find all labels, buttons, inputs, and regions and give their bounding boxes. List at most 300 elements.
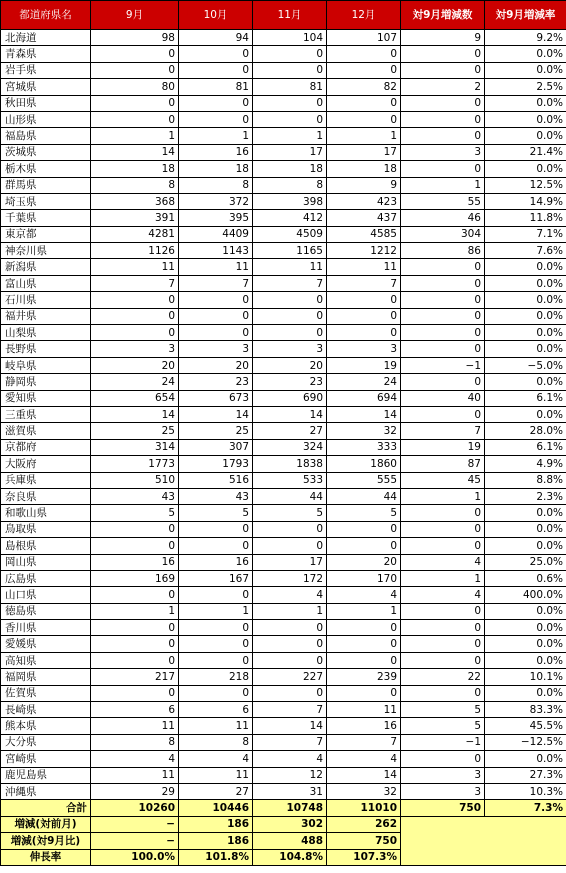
cell-prefecture: 大阪府 xyxy=(1,456,91,472)
cell-change-count: 40 xyxy=(401,390,485,406)
cell-dec: 3 xyxy=(327,341,401,357)
table-row xyxy=(1,751,566,767)
table-row xyxy=(1,161,566,177)
cell-change-count: 46 xyxy=(401,210,485,226)
cell-nov: 17 xyxy=(253,144,327,160)
cell-oct: 395 xyxy=(179,210,253,226)
cell-prefecture: 群馬県 xyxy=(1,177,91,193)
cell-change-count: 304 xyxy=(401,226,485,242)
cell-dec: 0 xyxy=(327,111,401,127)
cell-oct: 0 xyxy=(179,111,253,127)
cell-sep: 654 xyxy=(91,390,179,406)
change-prev-row xyxy=(1,816,566,832)
cell-change-count: 0 xyxy=(401,652,485,668)
cell-nov: 0 xyxy=(253,46,327,62)
cell-oct: 4409 xyxy=(179,226,253,242)
cell-change-count: 4 xyxy=(401,554,485,570)
cell-change-rate: 0.0% xyxy=(485,325,566,341)
cell-prefecture: 香川県 xyxy=(1,620,91,636)
cell-nov: 533 xyxy=(253,472,327,488)
cell-prefecture: 石川県 xyxy=(1,292,91,308)
cell-change-count: 0 xyxy=(401,603,485,619)
cell-prefecture: 岐阜県 xyxy=(1,357,91,373)
cell-dec: 437 xyxy=(327,210,401,226)
cell-oct: 16 xyxy=(179,554,253,570)
cell-dec: 24 xyxy=(327,374,401,390)
cell-change-rate: 6.1% xyxy=(485,439,566,455)
cell-sep: 0 xyxy=(91,620,179,636)
cell-prefecture: 青森県 xyxy=(1,46,91,62)
table-row xyxy=(1,30,566,46)
cell-change-rate: 10.1% xyxy=(485,669,566,685)
cell-change-rate: 0.0% xyxy=(485,259,566,275)
cell-change-count: 0 xyxy=(401,62,485,78)
cell-change-count: 22 xyxy=(401,669,485,685)
cell-dec: 4 xyxy=(327,751,401,767)
header-row xyxy=(1,1,566,30)
total-change-rate: 7.3% xyxy=(485,800,566,816)
cell-dec: 82 xyxy=(327,79,401,95)
cell-dec: 11 xyxy=(327,259,401,275)
cell-change-rate: −5.0% xyxy=(485,357,566,373)
cell-sep: 1 xyxy=(91,128,179,144)
cell-change-rate: 12.5% xyxy=(485,177,566,193)
cell-oct: 20 xyxy=(179,357,253,373)
cell-dec: 17 xyxy=(327,144,401,160)
cell-sep: 0 xyxy=(91,587,179,603)
cell-oct: 27 xyxy=(179,783,253,799)
cell-change-rate: 0.0% xyxy=(485,751,566,767)
cell-nov: 4509 xyxy=(253,226,327,242)
growth-nov: 104.8% xyxy=(253,849,327,865)
cell-change-count: 0 xyxy=(401,308,485,324)
cell-sep: 18 xyxy=(91,161,179,177)
cell-dec: 0 xyxy=(327,292,401,308)
change-sep-nov: 488 xyxy=(253,833,327,849)
table-row xyxy=(1,685,566,701)
cell-prefecture: 島根県 xyxy=(1,538,91,554)
cell-dec: 1 xyxy=(327,603,401,619)
cell-change-count: 0 xyxy=(401,259,485,275)
cell-prefecture: 熊本県 xyxy=(1,718,91,734)
cell-change-count: 86 xyxy=(401,243,485,259)
cell-prefecture: 徳島県 xyxy=(1,603,91,619)
cell-sep: 368 xyxy=(91,193,179,209)
cell-prefecture: 福岡県 xyxy=(1,669,91,685)
cell-change-rate: 4.9% xyxy=(485,456,566,472)
cell-sep: 0 xyxy=(91,538,179,554)
cell-prefecture: 福島県 xyxy=(1,128,91,144)
cell-sep: 217 xyxy=(91,669,179,685)
table-header xyxy=(1,1,566,30)
cell-change-rate: 0.0% xyxy=(485,685,566,701)
cell-sep: 14 xyxy=(91,144,179,160)
cell-oct: 6 xyxy=(179,702,253,718)
cell-oct: 3 xyxy=(179,341,253,357)
cell-oct: 0 xyxy=(179,652,253,668)
cell-oct: 14 xyxy=(179,406,253,422)
cell-sep: 4 xyxy=(91,751,179,767)
cell-change-count: 0 xyxy=(401,751,485,767)
cell-change-rate: 7.6% xyxy=(485,243,566,259)
cell-oct: 0 xyxy=(179,325,253,341)
cell-change-rate: 400.0% xyxy=(485,587,566,603)
cell-change-count: 0 xyxy=(401,505,485,521)
cell-change-count: 4 xyxy=(401,587,485,603)
total-oct: 10446 xyxy=(179,800,253,816)
cell-nov: 4 xyxy=(253,587,327,603)
cell-dec: 0 xyxy=(327,685,401,701)
cell-change-count: 0 xyxy=(401,128,485,144)
table-row xyxy=(1,259,566,275)
cell-change-count: −1 xyxy=(401,357,485,373)
cell-change-count: 55 xyxy=(401,193,485,209)
cell-dec: 7 xyxy=(327,275,401,291)
cell-change-count: 7 xyxy=(401,423,485,439)
header-sep: 9月 xyxy=(91,1,179,30)
cell-nov: 23 xyxy=(253,374,327,390)
cell-nov: 0 xyxy=(253,292,327,308)
cell-change-rate: −12.5% xyxy=(485,734,566,750)
cell-prefecture: 岡山県 xyxy=(1,554,91,570)
cell-change-count: 3 xyxy=(401,767,485,783)
cell-nov: 227 xyxy=(253,669,327,685)
table-row xyxy=(1,374,566,390)
table-row xyxy=(1,439,566,455)
cell-change-rate: 0.0% xyxy=(485,292,566,308)
cell-dec: 1860 xyxy=(327,456,401,472)
cell-dec: 0 xyxy=(327,95,401,111)
cell-change-count: 45 xyxy=(401,472,485,488)
cell-dec: 0 xyxy=(327,325,401,341)
cell-nov: 104 xyxy=(253,30,327,46)
cell-dec: 0 xyxy=(327,636,401,652)
table-row xyxy=(1,636,566,652)
cell-prefecture: 神奈川県 xyxy=(1,243,91,259)
cell-oct: 0 xyxy=(179,95,253,111)
cell-prefecture: 千葉県 xyxy=(1,210,91,226)
cell-dec: 0 xyxy=(327,308,401,324)
cell-oct: 5 xyxy=(179,505,253,521)
cell-sep: 11 xyxy=(91,259,179,275)
cell-change-rate: 0.0% xyxy=(485,636,566,652)
table-row xyxy=(1,210,566,226)
cell-oct: 81 xyxy=(179,79,253,95)
cell-prefecture: 宮崎県 xyxy=(1,751,91,767)
cell-change-rate: 10.3% xyxy=(485,783,566,799)
cell-nov: 17 xyxy=(253,554,327,570)
cell-nov: 8 xyxy=(253,177,327,193)
cell-nov: 27 xyxy=(253,423,327,439)
table-row xyxy=(1,341,566,357)
total-change-count: 750 xyxy=(401,800,485,816)
cell-nov: 11 xyxy=(253,259,327,275)
header-change-count: 対9月増減数 xyxy=(401,1,485,30)
cell-nov: 0 xyxy=(253,636,327,652)
cell-dec: 32 xyxy=(327,783,401,799)
cell-sep: 0 xyxy=(91,652,179,668)
cell-sep: 20 xyxy=(91,357,179,373)
cell-nov: 0 xyxy=(253,308,327,324)
cell-change-rate: 0.0% xyxy=(485,111,566,127)
cell-sep: 43 xyxy=(91,488,179,504)
cell-change-count: 0 xyxy=(401,292,485,308)
cell-dec: 1212 xyxy=(327,243,401,259)
table-row xyxy=(1,390,566,406)
cell-oct: 0 xyxy=(179,521,253,537)
cell-change-count: 0 xyxy=(401,275,485,291)
cell-sep: 1773 xyxy=(91,456,179,472)
cell-dec: 333 xyxy=(327,439,401,455)
cell-oct: 1793 xyxy=(179,456,253,472)
cell-sep: 80 xyxy=(91,79,179,95)
cell-sep: 0 xyxy=(91,308,179,324)
cell-oct: 94 xyxy=(179,30,253,46)
cell-nov: 1838 xyxy=(253,456,327,472)
cell-prefecture: 静岡県 xyxy=(1,374,91,390)
cell-nov: 324 xyxy=(253,439,327,455)
total-row xyxy=(1,800,566,816)
cell-sep: 314 xyxy=(91,439,179,455)
cell-change-rate: 7.1% xyxy=(485,226,566,242)
cell-nov: 14 xyxy=(253,406,327,422)
table-row xyxy=(1,767,566,783)
header-prefecture: 都道府県名 xyxy=(1,1,91,30)
table-row xyxy=(1,308,566,324)
cell-prefecture: 福井県 xyxy=(1,308,91,324)
cell-prefecture: 沖縄県 xyxy=(1,783,91,799)
cell-sep: 0 xyxy=(91,111,179,127)
cell-change-count: 0 xyxy=(401,111,485,127)
cell-change-rate: 0.0% xyxy=(485,46,566,62)
cell-sep: 0 xyxy=(91,636,179,652)
footer-blank xyxy=(401,816,566,865)
cell-sep: 0 xyxy=(91,62,179,78)
cell-dec: 0 xyxy=(327,521,401,537)
cell-change-rate: 9.2% xyxy=(485,30,566,46)
cell-dec: 18 xyxy=(327,161,401,177)
cell-change-rate: 2.3% xyxy=(485,488,566,504)
cell-sep: 8 xyxy=(91,177,179,193)
cell-prefecture: 奈良県 xyxy=(1,488,91,504)
cell-change-rate: 27.3% xyxy=(485,767,566,783)
cell-nov: 0 xyxy=(253,620,327,636)
cell-prefecture: 長崎県 xyxy=(1,702,91,718)
table-row xyxy=(1,357,566,373)
cell-oct: 372 xyxy=(179,193,253,209)
table-row xyxy=(1,505,566,521)
cell-oct: 25 xyxy=(179,423,253,439)
cell-sep: 98 xyxy=(91,30,179,46)
cell-sep: 1 xyxy=(91,603,179,619)
cell-change-count: −1 xyxy=(401,734,485,750)
cell-change-rate: 0.6% xyxy=(485,570,566,586)
cell-change-count: 0 xyxy=(401,95,485,111)
cell-dec: 1 xyxy=(327,128,401,144)
cell-oct: 0 xyxy=(179,685,253,701)
table-row xyxy=(1,62,566,78)
cell-dec: 423 xyxy=(327,193,401,209)
cell-change-rate: 0.0% xyxy=(485,275,566,291)
cell-change-count: 5 xyxy=(401,718,485,734)
table-row xyxy=(1,95,566,111)
change-prev-nov: 302 xyxy=(253,816,327,832)
cell-prefecture: 宮城県 xyxy=(1,79,91,95)
cell-prefecture: 富山県 xyxy=(1,275,91,291)
cell-oct: 516 xyxy=(179,472,253,488)
table-row xyxy=(1,521,566,537)
cell-sep: 0 xyxy=(91,521,179,537)
growth-sep: 100.0% xyxy=(91,849,179,865)
cell-oct: 7 xyxy=(179,275,253,291)
cell-prefecture: 広島県 xyxy=(1,570,91,586)
cell-prefecture: 岩手県 xyxy=(1,62,91,78)
cell-change-count: 0 xyxy=(401,46,485,62)
cell-change-count: 0 xyxy=(401,685,485,701)
cell-change-rate: 0.0% xyxy=(485,406,566,422)
cell-change-rate: 0.0% xyxy=(485,652,566,668)
cell-dec: 5 xyxy=(327,505,401,521)
cell-prefecture: 京都府 xyxy=(1,439,91,455)
cell-nov: 7 xyxy=(253,702,327,718)
cell-prefecture: 愛媛県 xyxy=(1,636,91,652)
header-change-rate: 対9月増減率 xyxy=(485,1,566,30)
cell-sep: 169 xyxy=(91,570,179,586)
cell-dec: 107 xyxy=(327,30,401,46)
cell-sep: 0 xyxy=(91,95,179,111)
table-row xyxy=(1,406,566,422)
cell-change-rate: 0.0% xyxy=(485,161,566,177)
cell-nov: 7 xyxy=(253,275,327,291)
change-prev-sep: − xyxy=(91,816,179,832)
cell-sep: 1126 xyxy=(91,243,179,259)
cell-nov: 0 xyxy=(253,538,327,554)
table-row xyxy=(1,79,566,95)
cell-oct: 11 xyxy=(179,259,253,275)
cell-change-count: 1 xyxy=(401,177,485,193)
cell-nov: 1 xyxy=(253,603,327,619)
cell-prefecture: 鹿児島県 xyxy=(1,767,91,783)
cell-sep: 11 xyxy=(91,718,179,734)
table-row xyxy=(1,718,566,734)
table-footer xyxy=(1,800,566,866)
cell-dec: 0 xyxy=(327,538,401,554)
cell-oct: 1 xyxy=(179,603,253,619)
cell-change-count: 0 xyxy=(401,341,485,357)
cell-nov: 0 xyxy=(253,111,327,127)
cell-nov: 0 xyxy=(253,685,327,701)
table-row xyxy=(1,669,566,685)
cell-sep: 25 xyxy=(91,423,179,439)
cell-dec: 16 xyxy=(327,718,401,734)
total-dec: 11010 xyxy=(327,800,401,816)
cell-change-rate: 0.0% xyxy=(485,341,566,357)
cell-oct: 18 xyxy=(179,161,253,177)
cell-dec: 19 xyxy=(327,357,401,373)
cell-prefecture: 秋田県 xyxy=(1,95,91,111)
cell-change-rate: 0.0% xyxy=(485,521,566,537)
cell-change-rate: 21.4% xyxy=(485,144,566,160)
cell-dec: 170 xyxy=(327,570,401,586)
cell-sep: 11 xyxy=(91,767,179,783)
cell-oct: 4 xyxy=(179,751,253,767)
table-row xyxy=(1,702,566,718)
change-sep-oct: 186 xyxy=(179,833,253,849)
cell-oct: 43 xyxy=(179,488,253,504)
header-nov: 11月 xyxy=(253,1,327,30)
cell-dec: 555 xyxy=(327,472,401,488)
header-oct: 10月 xyxy=(179,1,253,30)
table-row xyxy=(1,652,566,668)
cell-change-count: 5 xyxy=(401,702,485,718)
cell-nov: 14 xyxy=(253,718,327,734)
cell-nov: 5 xyxy=(253,505,327,521)
cell-change-count: 2 xyxy=(401,79,485,95)
cell-change-rate: 45.5% xyxy=(485,718,566,734)
cell-prefecture: 長野県 xyxy=(1,341,91,357)
table-row xyxy=(1,226,566,242)
cell-change-count: 0 xyxy=(401,325,485,341)
cell-dec: 0 xyxy=(327,652,401,668)
cell-sep: 391 xyxy=(91,210,179,226)
cell-oct: 167 xyxy=(179,570,253,586)
cell-oct: 0 xyxy=(179,308,253,324)
cell-nov: 12 xyxy=(253,767,327,783)
growth-label: 伸長率 xyxy=(1,849,91,865)
cell-nov: 0 xyxy=(253,62,327,78)
cell-dec: 0 xyxy=(327,620,401,636)
table-row xyxy=(1,620,566,636)
change-prev-dec: 262 xyxy=(327,816,401,832)
total-label: 合計 xyxy=(1,800,91,816)
growth-oct: 101.8% xyxy=(179,849,253,865)
cell-nov: 0 xyxy=(253,521,327,537)
cell-nov: 1 xyxy=(253,128,327,144)
cell-prefecture: 三重県 xyxy=(1,406,91,422)
cell-change-count: 3 xyxy=(401,783,485,799)
cell-oct: 0 xyxy=(179,292,253,308)
cell-nov: 0 xyxy=(253,325,327,341)
cell-sep: 0 xyxy=(91,685,179,701)
cell-prefecture: 大分県 xyxy=(1,734,91,750)
cell-prefecture: 佐賀県 xyxy=(1,685,91,701)
cell-dec: 14 xyxy=(327,406,401,422)
cell-sep: 5 xyxy=(91,505,179,521)
cell-dec: 9 xyxy=(327,177,401,193)
cell-oct: 0 xyxy=(179,538,253,554)
cell-nov: 0 xyxy=(253,95,327,111)
cell-nov: 18 xyxy=(253,161,327,177)
cell-change-rate: 6.1% xyxy=(485,390,566,406)
cell-change-rate: 25.0% xyxy=(485,554,566,570)
cell-prefecture: 愛知県 xyxy=(1,390,91,406)
cell-change-rate: 0.0% xyxy=(485,128,566,144)
cell-prefecture: 和歌山県 xyxy=(1,505,91,521)
cell-oct: 8 xyxy=(179,734,253,750)
cell-prefecture: 茨城県 xyxy=(1,144,91,160)
table-row xyxy=(1,734,566,750)
cell-nov: 4 xyxy=(253,751,327,767)
table-row xyxy=(1,128,566,144)
cell-dec: 44 xyxy=(327,488,401,504)
cell-oct: 0 xyxy=(179,620,253,636)
cell-prefecture: 北海道 xyxy=(1,30,91,46)
cell-prefecture: 埼玉県 xyxy=(1,193,91,209)
cell-nov: 20 xyxy=(253,357,327,373)
cell-change-rate: 0.0% xyxy=(485,62,566,78)
cell-oct: 23 xyxy=(179,374,253,390)
cell-dec: 0 xyxy=(327,62,401,78)
